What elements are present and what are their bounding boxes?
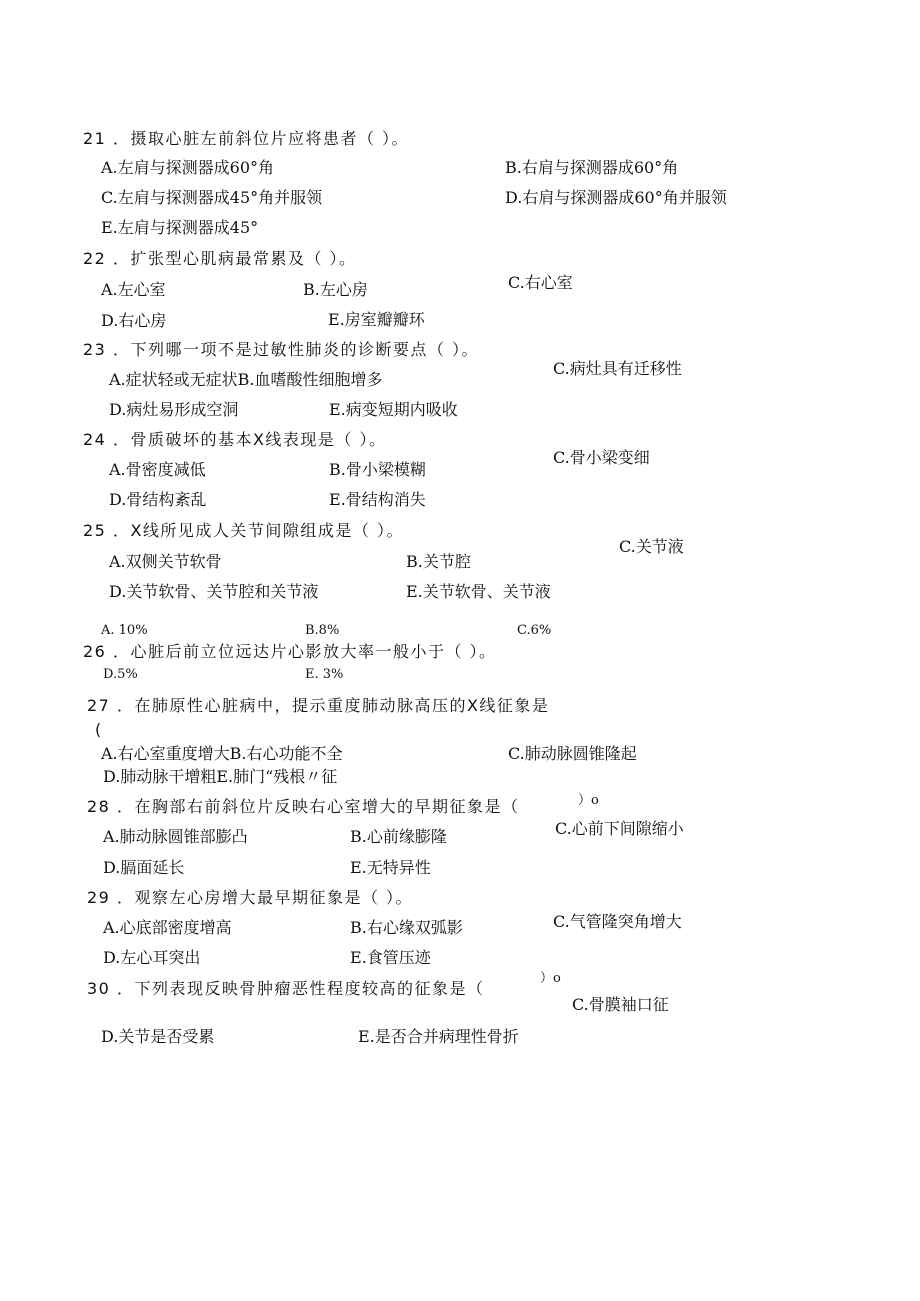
question-26-option-e: E. 3%: [305, 667, 344, 682]
question-30-stem: 30 ．下列表现反映骨肿瘤恶性程度较高的征象是（: [87, 979, 485, 998]
question-21-stem: 21 ．摄取心脏左前斜位片应将患者（ ）。: [83, 129, 410, 148]
question-21-option-c: C.左肩与探测器成45°角并服领: [101, 188, 323, 207]
question-29-option-b: B.右心缘双弧影: [350, 918, 463, 937]
question-24-option-c: C.骨小梁变细: [553, 448, 650, 467]
question-28-option-b: B.心前缘膨隆: [350, 827, 447, 846]
question-25-option-a: A.双侧关节软骨: [109, 552, 222, 571]
question-22-option-e: E.房室瓣瓣环: [328, 310, 425, 329]
question-29-option-a: A.心底部密度增高: [103, 918, 232, 937]
question-30-option-c: C.骨膜袖口征: [572, 995, 669, 1014]
question-23-option-c: C.病灶具有迁移性: [553, 359, 682, 378]
question-26-stem: 26 ．心脏后前立位远达片心影放大率一般小于（ ）。: [83, 642, 497, 661]
question-25-option-b: B.关节腔: [406, 552, 471, 571]
question-30-close-paren: ）o: [540, 971, 561, 986]
question-29-option-e: E.食管压迹: [350, 948, 431, 967]
question-27-option-ab: A.右心室重度增大B.右心功能不全: [101, 744, 343, 763]
question-23-option-ab: A.症状轻或无症状B.血嗜酸性细胞增多: [109, 370, 383, 389]
question-22-option-a: A.左心室: [101, 280, 166, 299]
question-23-option-e: E.病变短期内吸收: [329, 400, 458, 419]
question-25-option-d: D.关节软骨、关节腔和关节液: [109, 582, 319, 601]
question-21-option-e: E.左肩与探测器成45°: [101, 218, 259, 237]
question-28-option-e: E.无特异性: [350, 858, 431, 877]
question-27-stem: 27 ．在肺原性心脏病中，提示重度肺动脉高压的X线征象是: [87, 696, 550, 715]
question-26-option-b: B.8%: [305, 623, 340, 638]
question-30-option-d: D.关节是否受累: [101, 1027, 215, 1046]
question-22-option-c: C.右心室: [508, 273, 573, 292]
question-27-open-paren: (: [95, 720, 103, 739]
question-26-option-c: C.6%: [517, 623, 552, 638]
question-24-stem: 24 ．骨质破坏的基本X线表现是（ ）。: [83, 430, 387, 449]
question-28-stem: 28 ．在胸部右前斜位片反映右心室增大的早期征象是（: [87, 797, 520, 816]
question-21-option-a: A.左肩与探测器成60°角: [101, 158, 275, 177]
question-23-option-d: D.病灶易形成空洞: [109, 400, 239, 419]
question-26-option-a: A. 10%: [101, 623, 148, 638]
question-24-option-b: B.骨小梁模糊: [329, 460, 426, 479]
question-27-option-c: C.肺动脉圆锥隆起: [508, 744, 637, 763]
question-28-option-d: D.膈面延长: [103, 858, 185, 877]
question-24-option-e: E.骨结构消失: [329, 490, 426, 509]
question-22-stem: 22 ．扩张型心肌病最常累及（ ）。: [83, 249, 357, 268]
question-24-option-a: A.骨密度减低: [109, 460, 206, 479]
question-24-option-d: D.骨结构紊乱: [109, 490, 207, 509]
question-27-option-de: D.肺动脉干增粗E.肺门“残根〃征: [103, 767, 338, 786]
question-28-option-a: A.肺动脉圆锥部膨凸: [103, 827, 248, 846]
question-29-option-d: D.左心耳突出: [103, 948, 201, 967]
question-28-option-c: C.心前下间隙缩小: [555, 819, 684, 838]
question-22-option-b: B.左心房: [303, 280, 368, 299]
question-25-stem: 25 ．X线所见成人关节间隙组成是（ ）。: [83, 521, 404, 540]
question-29-option-c: C.气管隆突角增大: [553, 912, 682, 931]
question-25-option-c: C.关节液: [619, 537, 684, 556]
question-21-option-d: D.右肩与探测器成60°角并服领: [505, 188, 727, 207]
question-26-option-d: D.5%: [103, 667, 138, 682]
question-21-option-b: B.右肩与探测器成60°角: [505, 158, 679, 177]
question-25-option-e: E.关节软骨、关节液: [406, 582, 551, 601]
question-28-close-paren: ）o: [578, 793, 599, 808]
question-23-stem: 23 ．下列哪一项不是过敏性肺炎的诊断要点（ ）。: [83, 340, 480, 359]
question-30-option-e: E.是否合并病理性骨折: [358, 1027, 519, 1046]
question-29-stem: 29 ．观察左心房增大最早期征象是（ ）。: [87, 888, 414, 907]
question-22-option-d: D.右心房: [101, 311, 167, 330]
